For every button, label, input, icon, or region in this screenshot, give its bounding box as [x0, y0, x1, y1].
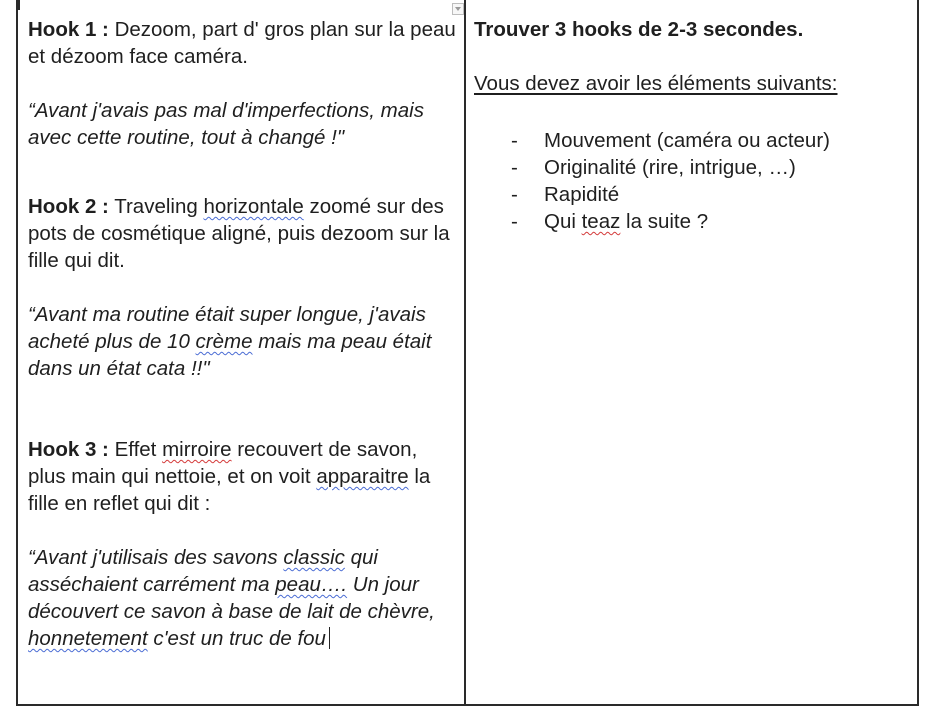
hook-1-quote: “Avant j'avais pas mal d'imperfections, mais avec cette routine, tout à changé !" — [28, 99, 424, 149]
requirements-list — [474, 127, 914, 235]
hook-2-description — [28, 193, 458, 274]
hook-3-quote-b: qui asséchaient carrément ma — [28, 546, 378, 596]
spellcheck-word[interactable]: mirroire — [162, 438, 232, 461]
hook-3-description — [28, 436, 458, 517]
spellcheck-word[interactable]: classic — [283, 546, 345, 569]
list-item — [474, 154, 914, 181]
text-cursor — [329, 627, 330, 649]
cell-menu-icon[interactable] — [452, 3, 464, 15]
list-dash: - — [511, 210, 518, 233]
hook-3-text-c: la fille en reflet qui dit : — [28, 465, 431, 515]
list-dash: - — [511, 129, 518, 152]
list-item — [474, 208, 914, 235]
list-dash: - — [511, 156, 518, 179]
column-divider — [464, 0, 466, 704]
list-item — [474, 127, 914, 154]
list-dash: - — [511, 183, 518, 206]
hook-2-quote-a: “Avant ma routine était super longue, j'avais acheté plus de 10 — [28, 303, 426, 353]
list-item-label-b: la suite ? — [620, 210, 709, 233]
list-item-label: Rapidité — [544, 183, 620, 206]
spellcheck-word[interactable]: horizontale — [203, 195, 304, 218]
hook-3-text-a: Effet — [108, 438, 163, 461]
list-item-label-a: Qui — [544, 210, 582, 233]
hook-1-text: Dezoom, part d' gros plan sur la peau et dézoom face caméra. — [28, 18, 456, 68]
spellcheck-word[interactable]: teaz — [581, 210, 621, 233]
task-title: Trouver 3 hooks de 2-3 secondes. — [474, 18, 804, 41]
hooks-cell[interactable] — [28, 16, 458, 652]
hook-2-quote — [28, 301, 458, 382]
hook-3-quote-a: “Avant j'utilisais des savons — [28, 546, 284, 569]
hook-2-text-a: Traveling — [108, 195, 204, 218]
hook-2-title: Hook 2 : — [28, 195, 109, 218]
hook-3-text-b: recouvert de savon, plus main qui nettoie, et on voit — [28, 438, 418, 488]
spellcheck-word[interactable]: crème — [195, 330, 253, 353]
hook-2-quote-b: mais ma peau était dans un état cata !!" — [28, 330, 432, 380]
table-edge-tick — [18, 0, 20, 10]
hook-3-quote-c: Un jour découvert ce savon à base de lait de chèvre, — [28, 573, 435, 623]
spellcheck-word[interactable]: apparaitre — [316, 465, 409, 488]
spellcheck-word[interactable]: peau…. — [275, 573, 348, 596]
hook-3-quote-d: c'est un truc de fou — [147, 627, 326, 650]
hook-3-quote — [28, 544, 458, 652]
hook-3-title: Hook 3 : — [28, 438, 109, 461]
list-item — [474, 181, 914, 208]
instructions-cell[interactable] — [474, 16, 914, 235]
list-item-label: Originalité (rire, intrigue, …) — [544, 156, 796, 179]
list-item-label: Mouvement (caméra ou acteur) — [544, 129, 830, 152]
spellcheck-word[interactable]: honnetement — [28, 627, 148, 650]
requirements-subtitle: Vous devez avoir les éléments suivants: — [474, 72, 838, 95]
document-table — [16, 0, 919, 706]
hook-1-description — [28, 16, 458, 70]
hook-1-title: Hook 1 : — [28, 18, 109, 41]
hook-2-text-b: zoomé sur des pots de cosmétique aligné, puis dezoom sur la fille qui dit. — [28, 195, 450, 272]
